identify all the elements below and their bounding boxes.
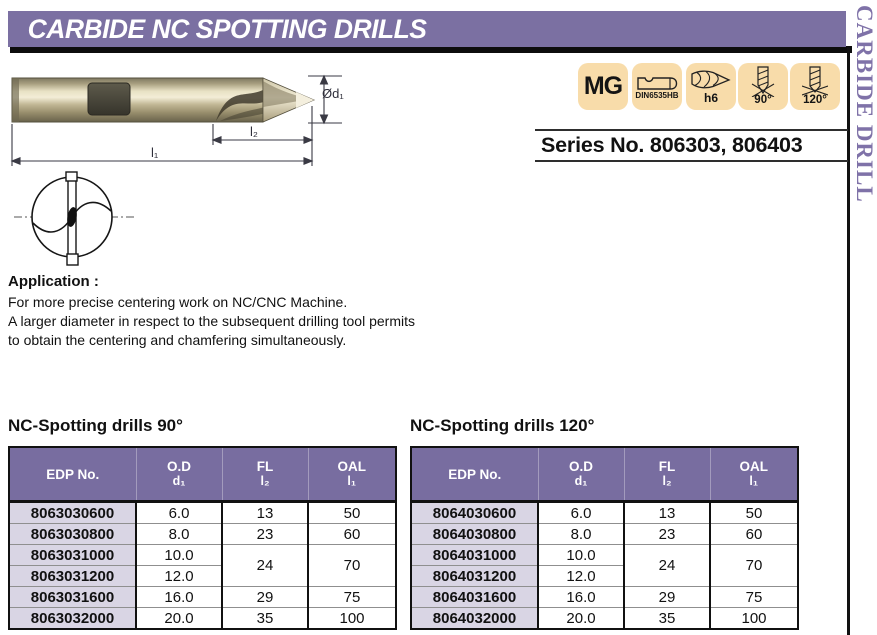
table-row xyxy=(411,587,798,608)
oal-cell: 60 xyxy=(308,524,396,545)
edp-cell: 8064031200 xyxy=(411,566,538,587)
oal-cell-merged: 70 xyxy=(710,545,798,587)
drill-point-90-icon xyxy=(750,66,776,97)
badge-point-angle-90 xyxy=(738,63,788,110)
od-cell: 8.0 xyxy=(136,524,222,545)
col-header-fl: FL l₂ xyxy=(624,447,710,502)
badge-material-label: MG xyxy=(583,72,623,100)
badge-tolerance-label: h6 xyxy=(703,91,718,105)
table-row xyxy=(9,545,396,566)
od-cell: 12.0 xyxy=(538,566,624,587)
spec-table-120 xyxy=(410,446,799,630)
diameter-dim-label: Ød₁ xyxy=(322,86,344,101)
fl-cell: 35 xyxy=(624,608,710,630)
table-header-row xyxy=(9,447,396,502)
badge-point-angle-120 xyxy=(790,63,840,110)
fl-cell: 29 xyxy=(222,587,308,608)
application-line: to obtain the centering and chamfering simultaneously. xyxy=(8,332,347,348)
fl-cell: 13 xyxy=(624,502,710,524)
table-row xyxy=(411,524,798,545)
oal-cell: 50 xyxy=(308,502,396,524)
edp-cell: 8063030600 xyxy=(9,502,136,524)
fl-cell: 35 xyxy=(222,608,308,630)
table-row xyxy=(9,502,396,524)
oal-cell-merged: 70 xyxy=(308,545,396,587)
drill-point-120-icon xyxy=(802,66,828,97)
table-row xyxy=(411,608,798,630)
flute-length-dim-label: l₂ xyxy=(250,124,258,139)
edp-cell: 8063031200 xyxy=(9,566,136,587)
edp-cell: 8063031000 xyxy=(9,545,136,566)
fl-cell: 13 xyxy=(222,502,308,524)
drill-body-icon xyxy=(690,69,732,91)
oal-cell: 100 xyxy=(710,608,798,630)
col-header-oal: OAL l₁ xyxy=(710,447,798,502)
od-cell: 12.0 xyxy=(136,566,222,587)
spec-table-90 xyxy=(8,446,397,630)
drill-end-view-diagram xyxy=(10,170,145,270)
series-number: Series No. 806303, 806403 xyxy=(535,129,848,162)
od-cell: 6.0 xyxy=(538,502,624,524)
od-cell: 8.0 xyxy=(538,524,624,545)
col-header-oal: OAL l₁ xyxy=(308,447,396,502)
table-header-row xyxy=(411,447,798,502)
table-row xyxy=(9,587,396,608)
application-line: A larger diameter in respect to the subsequent drilling tool permits xyxy=(8,313,415,329)
fl-cell-merged: 24 xyxy=(222,545,308,587)
application-heading: Application : xyxy=(8,273,99,290)
oal-cell: 100 xyxy=(308,608,396,630)
edp-cell: 8064030600 xyxy=(411,502,538,524)
application-line: For more precise centering work on NC/CNC Machine. xyxy=(8,294,348,310)
header-bar xyxy=(8,11,846,47)
od-cell: 20.0 xyxy=(136,608,222,630)
table-title-90: NC-Spotting drills 90° xyxy=(8,416,183,435)
oal-cell: 60 xyxy=(710,524,798,545)
header-underline xyxy=(10,46,852,53)
col-header-edp: EDP No. xyxy=(9,447,136,502)
od-cell: 16.0 xyxy=(136,587,222,608)
badge-point-90-label: 90° xyxy=(754,94,772,107)
oal-cell: 75 xyxy=(710,587,798,608)
badge-shank-din6535hb xyxy=(632,63,682,110)
edp-cell: 8064031000 xyxy=(411,545,538,566)
table-row xyxy=(411,502,798,524)
weldon-shank-icon xyxy=(636,73,678,91)
od-cell: 16.0 xyxy=(538,587,624,608)
col-header-od: O.D d₁ xyxy=(538,447,624,502)
edp-cell: 8063031600 xyxy=(9,587,136,608)
od-cell: 20.0 xyxy=(538,608,624,630)
edp-cell: 8064030800 xyxy=(411,524,538,545)
oal-cell: 50 xyxy=(710,502,798,524)
edp-cell: 8064031600 xyxy=(411,587,538,608)
col-header-od: O.D d₁ xyxy=(136,447,222,502)
edp-cell: 8063030800 xyxy=(9,524,136,545)
oal-cell: 75 xyxy=(308,587,396,608)
overall-length-dim-label: l₁ xyxy=(151,145,159,160)
table-row xyxy=(9,524,396,545)
od-cell: 6.0 xyxy=(136,502,222,524)
col-header-fl: FL l₂ xyxy=(222,447,308,502)
spotting-drill-diagram xyxy=(8,62,353,168)
table-title-120: NC-Spotting drills 120° xyxy=(410,416,595,435)
table-row xyxy=(9,608,396,630)
badge-shank-label: DIN6535HB xyxy=(635,91,679,100)
badge-tolerance-h6 xyxy=(686,63,736,110)
badge-material-mg xyxy=(578,63,628,110)
fl-cell: 23 xyxy=(624,524,710,545)
table-row xyxy=(411,545,798,566)
fl-cell: 23 xyxy=(222,524,308,545)
od-cell: 10.0 xyxy=(538,545,624,566)
badge-point-120-label: 120° xyxy=(803,94,827,107)
fl-cell-merged: 24 xyxy=(624,545,710,587)
page-title: CARBIDE NC SPOTTING DRILLS xyxy=(27,13,427,44)
side-tab-label: CARBIDE DRILL xyxy=(852,5,877,203)
edp-cell: 8064032000 xyxy=(411,608,538,630)
application-section xyxy=(8,273,448,350)
col-header-edp: EDP No. xyxy=(411,447,538,502)
fl-cell: 29 xyxy=(624,587,710,608)
edp-cell: 8063032000 xyxy=(9,608,136,630)
od-cell: 10.0 xyxy=(136,545,222,566)
